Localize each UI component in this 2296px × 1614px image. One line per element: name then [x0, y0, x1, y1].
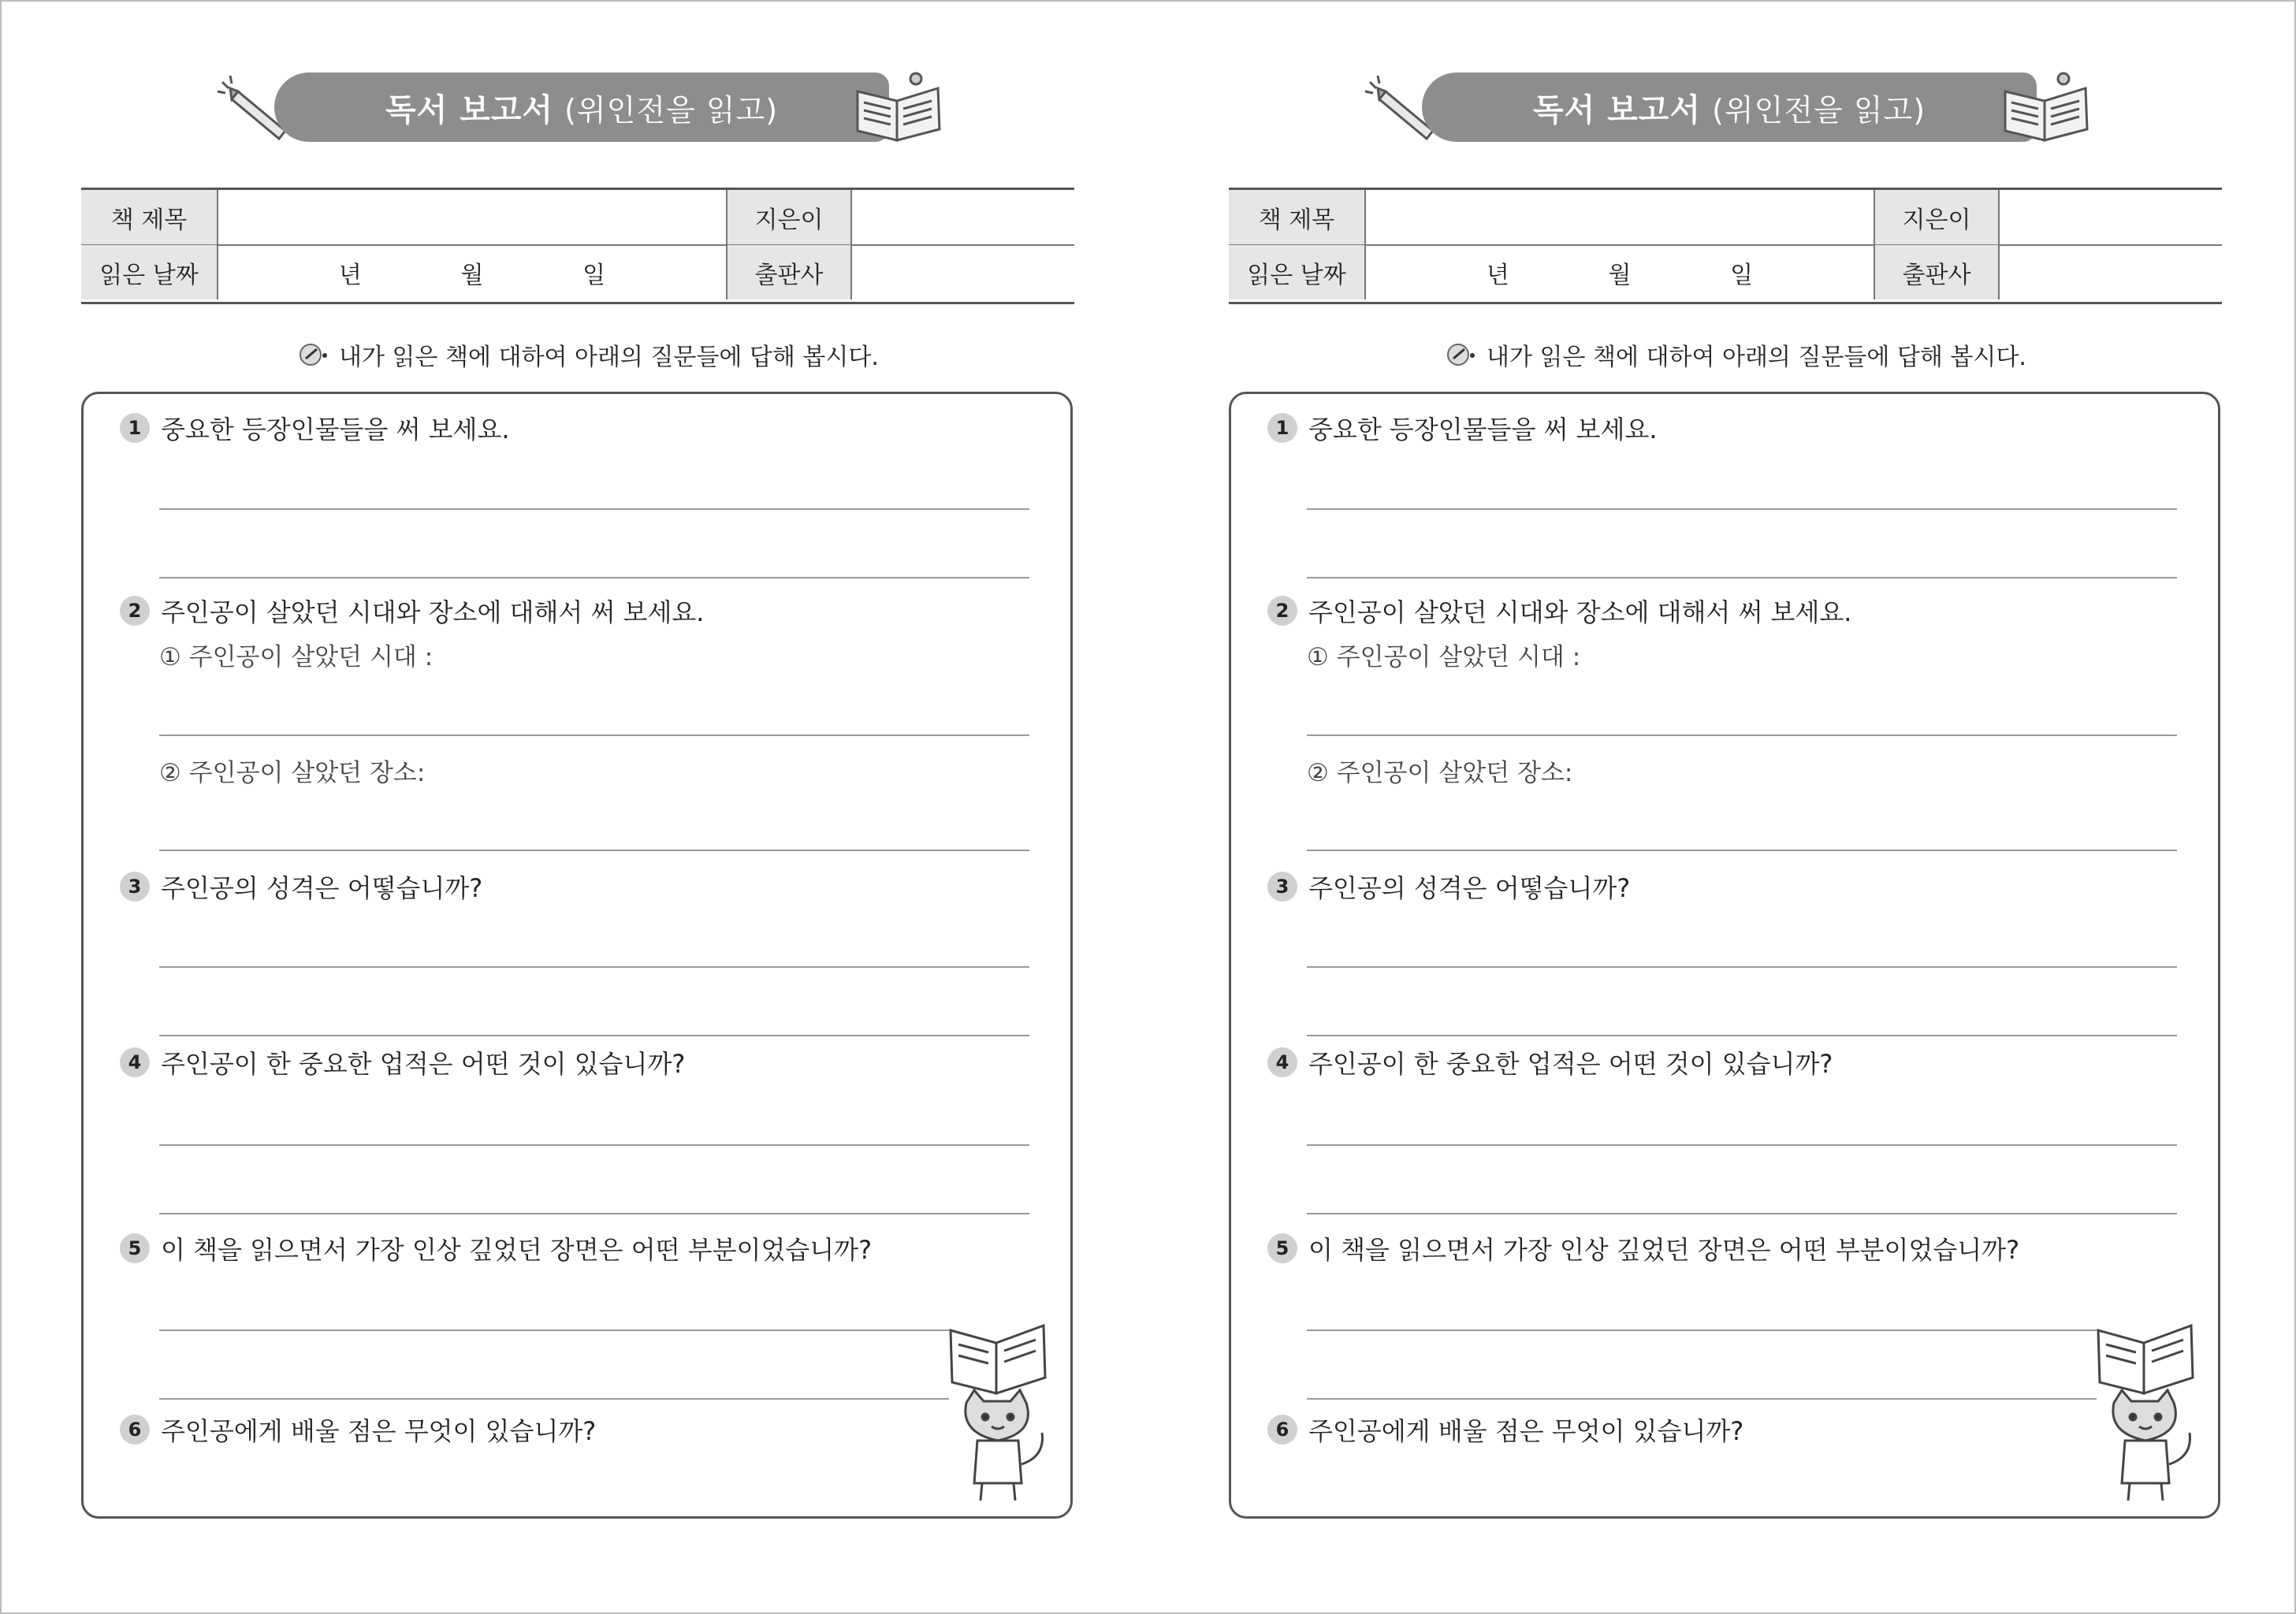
- answer-line[interactable]: [159, 966, 1029, 968]
- answer-line[interactable]: [1307, 1398, 2097, 1400]
- answer-line[interactable]: [159, 850, 1029, 851]
- answer-line[interactable]: [159, 1213, 1029, 1214]
- question-number: 4: [120, 1047, 150, 1077]
- question-2: [1267, 593, 1851, 629]
- question-1: [1267, 410, 1658, 446]
- questions-box: [1229, 392, 2220, 1519]
- day-label: 일: [1730, 261, 1754, 289]
- title-sub: (위인전을 읽고): [564, 92, 779, 128]
- pencil-bullet-icon: [1446, 341, 1477, 368]
- pencil-bullet-icon: [298, 341, 329, 368]
- info-row-title: [81, 190, 1074, 246]
- book-info-table: [81, 188, 1074, 304]
- instruction: [1446, 337, 2026, 372]
- year-label: 년: [338, 261, 362, 289]
- question-5: [1267, 1230, 2019, 1266]
- day-label: 일: [582, 261, 606, 289]
- question-number: 3: [120, 872, 150, 902]
- question-4: [1267, 1044, 1833, 1080]
- sub-question-era: ① 주인공이 살았던 시대 :: [1307, 643, 1581, 671]
- question-6: [1267, 1411, 1743, 1448]
- question-text: 중요한 등장인물들을 써 보세요.: [161, 415, 510, 444]
- publisher-field[interactable]: [2000, 245, 2222, 299]
- answer-line[interactable]: [1307, 508, 2177, 510]
- answer-line[interactable]: [1307, 850, 2177, 851]
- question-text: 주인공에게 배울 점은 무엇이 있습니까?: [161, 1416, 597, 1446]
- answer-line[interactable]: [1307, 1213, 2177, 1214]
- cat-reading-icon: [2090, 1315, 2201, 1504]
- answer-line[interactable]: [159, 1398, 949, 1400]
- question-number: 2: [1267, 596, 1297, 626]
- question-text: 주인공이 한 중요한 업적은 어떤 것이 있습니까?: [1308, 1049, 1833, 1079]
- question-number: 3: [1267, 872, 1297, 902]
- answer-line[interactable]: [1307, 1330, 2097, 1331]
- instruction-text: 내가 읽은 책에 대하여 아래의 질문들에 답해 봅시다.: [339, 344, 879, 371]
- date-label: 읽은 날짜: [81, 245, 218, 299]
- question-3: [120, 868, 482, 905]
- sub-question-era: ① 주인공이 살았던 시대 :: [159, 643, 434, 671]
- worksheet-page-right: [1148, 0, 2295, 1614]
- answer-line[interactable]: [159, 508, 1029, 510]
- question-number: 2: [120, 596, 150, 626]
- info-row-title: [1229, 190, 2222, 246]
- question-5: [120, 1230, 872, 1266]
- month-label: 월: [1608, 261, 1632, 289]
- answer-line[interactable]: [1307, 1144, 2177, 1146]
- date-field[interactable]: [1366, 245, 1875, 299]
- question-3: [1267, 868, 1630, 905]
- question-number: 4: [1267, 1047, 1297, 1077]
- book-title-field[interactable]: [1366, 190, 1875, 244]
- month-label: 월: [460, 261, 484, 289]
- question-text: 주인공이 살았던 시대와 장소에 대해서 써 보세요.: [1308, 597, 1852, 627]
- open-book-icon: [851, 68, 944, 147]
- question-text: 이 책을 읽으면서 가장 인상 깊었던 장면은 어떤 부분이었습니까?: [1308, 1235, 2020, 1265]
- answer-line[interactable]: [1307, 577, 2177, 578]
- open-book-icon: [1999, 68, 2092, 147]
- question-text: 중요한 등장인물들을 써 보세요.: [1308, 415, 1658, 444]
- question-text: 주인공에게 배울 점은 무엇이 있습니까?: [1308, 1416, 1744, 1446]
- title-main: 독서 보고서: [1532, 91, 1702, 128]
- question-number: 1: [1267, 413, 1297, 443]
- answer-line[interactable]: [1307, 1035, 2177, 1036]
- title-main: 독서 보고서: [385, 91, 554, 128]
- author-label: 지은이: [1875, 190, 2000, 244]
- question-number: 1: [120, 413, 150, 443]
- answer-line[interactable]: [159, 577, 1029, 578]
- question-4: [120, 1044, 685, 1080]
- question-number: 6: [1267, 1415, 1297, 1445]
- book-title-label: 책 제목: [81, 190, 218, 244]
- cat-reading-icon: [943, 1315, 1053, 1504]
- question-text: 주인공의 성격은 어떻습니까?: [161, 873, 483, 903]
- info-row-date: [1229, 245, 2222, 299]
- answer-line[interactable]: [1307, 734, 2177, 736]
- sub-question-place: ② 주인공이 살았던 장소:: [159, 759, 426, 787]
- question-number: 5: [1267, 1233, 1297, 1263]
- title-sub: (위인전을 읽고): [1712, 92, 1926, 128]
- sub-question-place: ② 주인공이 살았던 장소:: [1307, 759, 1573, 787]
- question-text: 이 책을 읽으면서 가장 인상 깊었던 장면은 어떤 부분이었습니까?: [161, 1235, 873, 1265]
- author-field[interactable]: [852, 190, 1074, 244]
- book-title-field[interactable]: [218, 190, 728, 244]
- date-label: 읽은 날짜: [1229, 245, 1366, 299]
- book-info-table: [1229, 188, 2222, 304]
- date-field[interactable]: [218, 245, 728, 299]
- publisher-label: 출판사: [728, 245, 852, 299]
- year-label: 년: [1486, 261, 1509, 289]
- answer-line[interactable]: [159, 1330, 949, 1331]
- instruction-text: 내가 읽은 책에 대하여 아래의 질문들에 답해 봅시다.: [1487, 344, 2026, 371]
- answer-line[interactable]: [1307, 966, 2177, 968]
- question-6: [120, 1411, 596, 1448]
- questions-box: [81, 392, 1073, 1519]
- question-number: 6: [120, 1415, 150, 1445]
- answer-line[interactable]: [159, 1144, 1029, 1146]
- answer-line[interactable]: [159, 1035, 1029, 1036]
- answer-line[interactable]: [159, 734, 1029, 736]
- book-title-label: 책 제목: [1229, 190, 1366, 244]
- author-label: 지은이: [728, 190, 852, 244]
- author-field[interactable]: [2000, 190, 2222, 244]
- title-banner: [1422, 73, 2037, 142]
- title-banner: [274, 73, 889, 142]
- question-2: [120, 593, 704, 629]
- info-row-date: [81, 245, 1074, 299]
- question-text: 주인공이 살았던 시대와 장소에 대해서 써 보세요.: [161, 597, 705, 627]
- question-number: 5: [120, 1233, 150, 1263]
- publisher-field[interactable]: [852, 245, 1074, 299]
- publisher-label: 출판사: [1875, 245, 2000, 299]
- question-1: [120, 410, 510, 446]
- question-text: 주인공이 한 중요한 업적은 어떤 것이 있습니까?: [161, 1049, 686, 1079]
- question-text: 주인공의 성격은 어떻습니까?: [1308, 873, 1631, 903]
- instruction: [298, 337, 879, 372]
